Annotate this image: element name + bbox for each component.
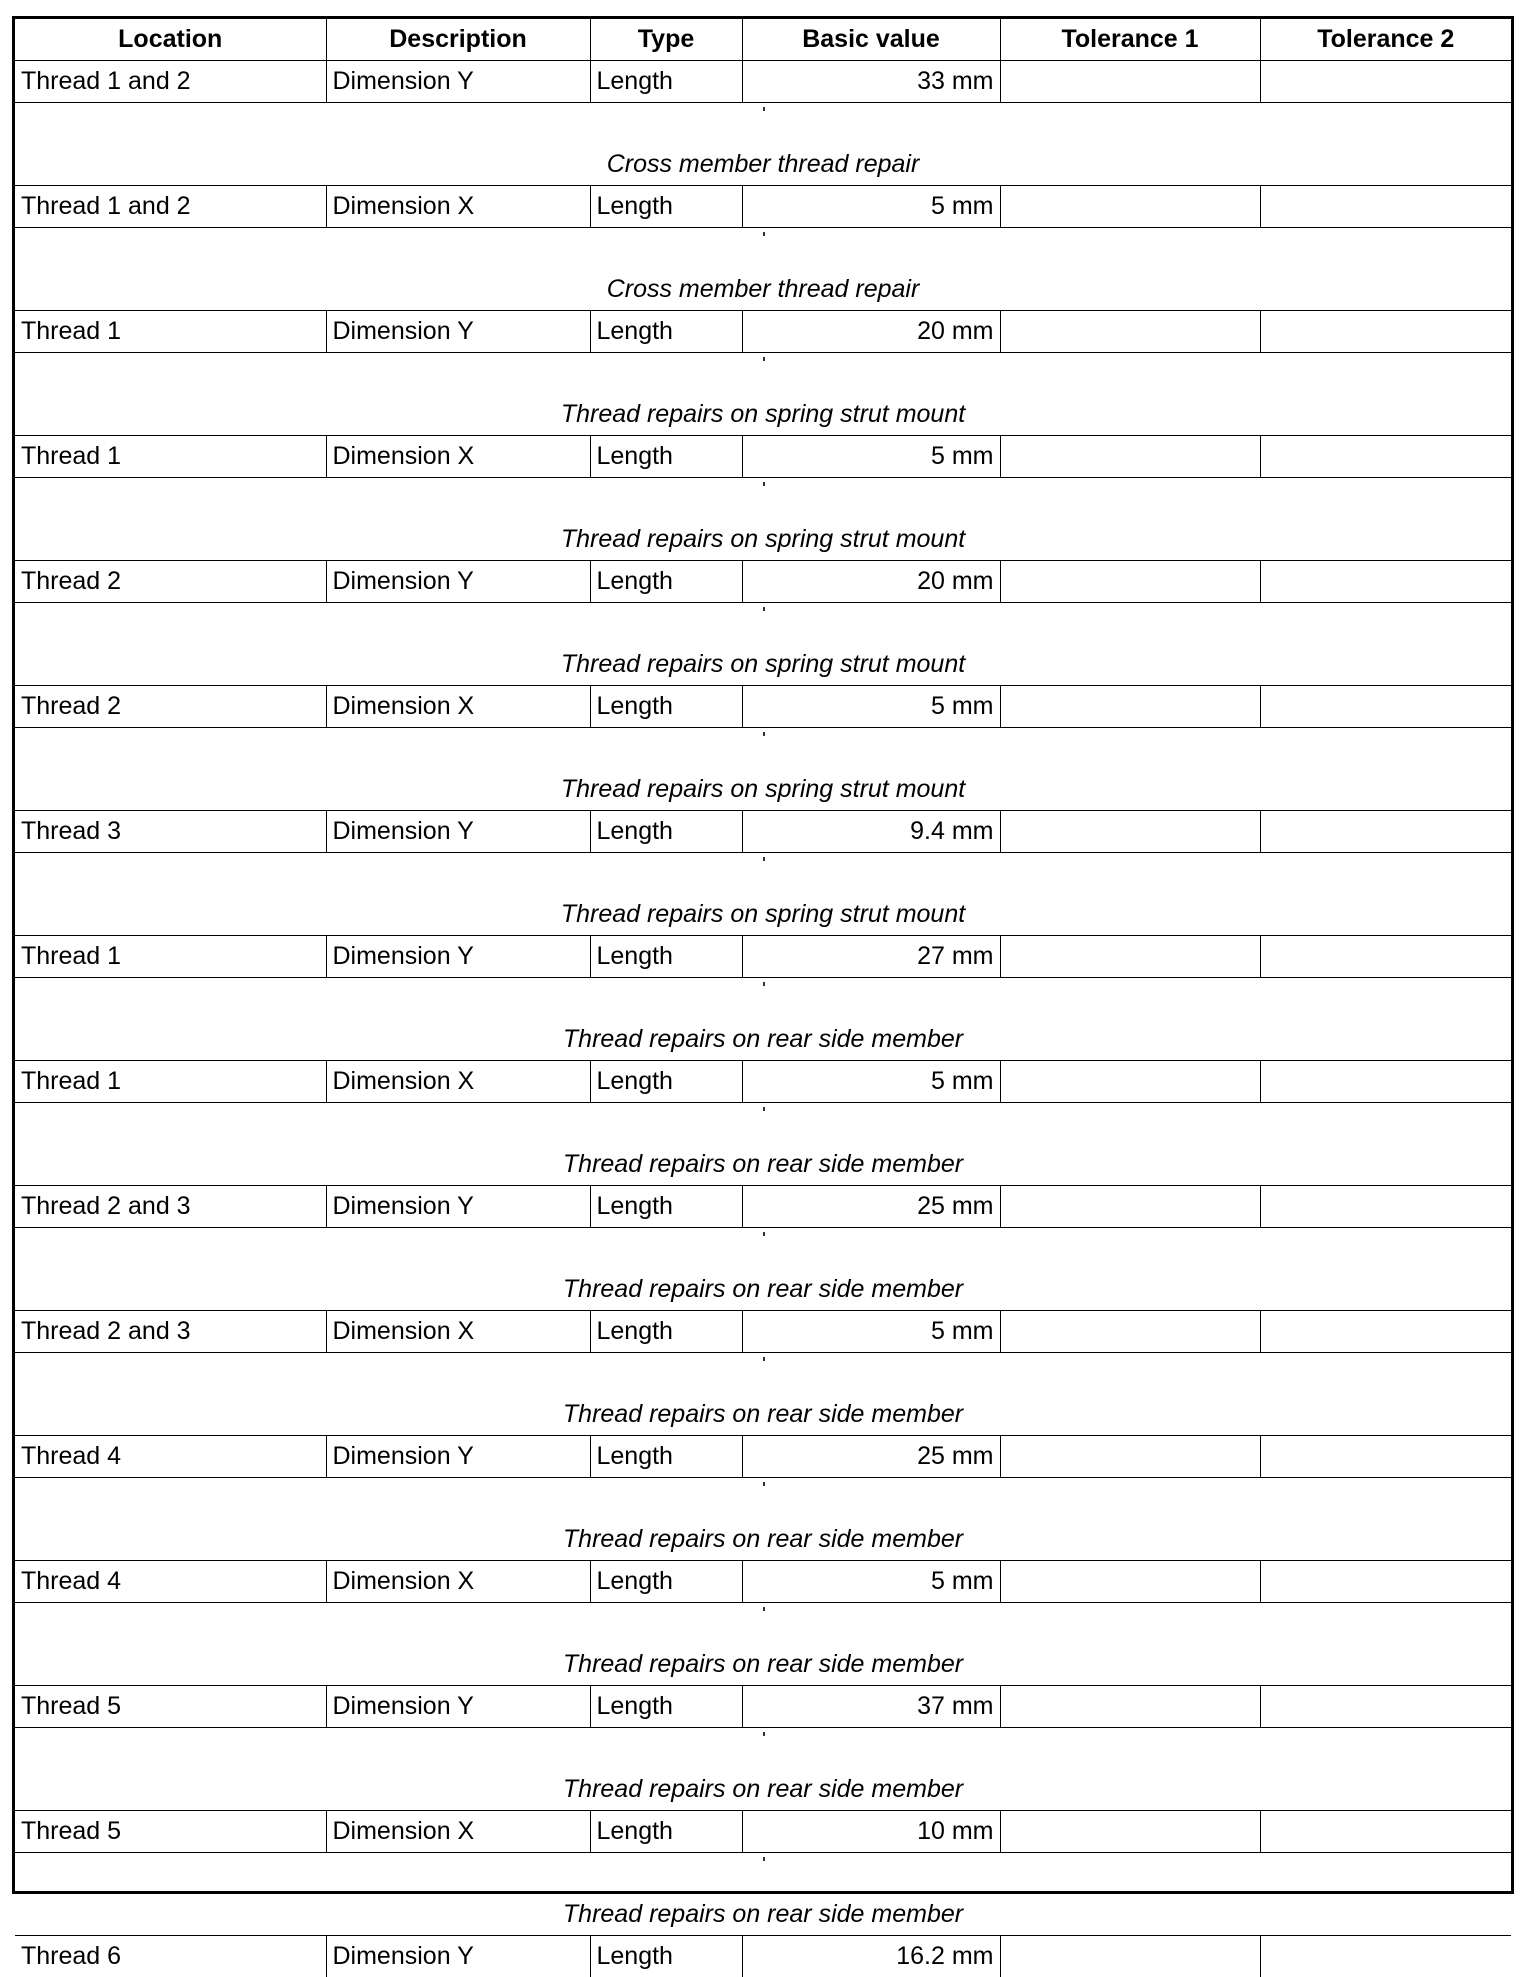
center-tick-mark: [763, 1107, 765, 1111]
cell-description: Dimension Y: [326, 1936, 590, 1977]
cell-basic-value: 9.4 mm: [742, 811, 1000, 853]
note-row: [15, 978, 1511, 1061]
note-cell: [15, 853, 1511, 936]
note-cell: [15, 1103, 1511, 1186]
cell-basic-value: 27 mm: [742, 936, 1000, 978]
cell-basic-value: 33 mm: [742, 61, 1000, 103]
cell-description: Dimension X: [326, 1811, 590, 1853]
cell-type: Length: [590, 436, 742, 478]
cell-type: Length: [590, 1561, 742, 1603]
header-tolerance-1: Tolerance 1: [1000, 19, 1260, 61]
cell-basic-value: 20 mm: [742, 311, 1000, 353]
cell-location: Thread 1: [15, 936, 326, 978]
table-row: [15, 686, 1511, 728]
cell-tolerance-1: [1000, 61, 1260, 103]
note-row: [15, 1478, 1511, 1561]
cell-type: Length: [590, 311, 742, 353]
cell-location: Thread 6: [15, 1936, 326, 1977]
cell-tolerance-1: [1000, 1061, 1260, 1103]
table-row: [15, 1811, 1511, 1853]
note-text: Thread repairs on rear side member: [563, 1275, 963, 1303]
note-row: [15, 353, 1511, 436]
note-text: Thread repairs on spring strut mount: [561, 525, 965, 553]
cell-description: Dimension Y: [326, 1686, 590, 1728]
cell-tolerance-1: [1000, 1561, 1260, 1603]
center-tick-mark: [763, 1857, 765, 1861]
note-row: [15, 1853, 1511, 1936]
cell-basic-value: 25 mm: [742, 1186, 1000, 1228]
cell-tolerance-2: [1260, 1811, 1511, 1853]
cell-basic-value: 5 mm: [742, 436, 1000, 478]
cell-type: Length: [590, 1686, 742, 1728]
cell-tolerance-1: [1000, 1811, 1260, 1853]
header-description: Description: [326, 19, 590, 61]
center-tick-mark: [763, 1232, 765, 1236]
cell-type: Length: [590, 811, 742, 853]
cell-basic-value: 5 mm: [742, 186, 1000, 228]
cell-tolerance-2: [1260, 811, 1511, 853]
table-row: [15, 1061, 1511, 1103]
note-row: [15, 603, 1511, 686]
note-cell: [15, 728, 1511, 811]
cell-description: Dimension X: [326, 1561, 590, 1603]
cell-location: Thread 5: [15, 1811, 326, 1853]
header-basic-value: Basic value: [742, 19, 1000, 61]
cell-location: Thread 2: [15, 561, 326, 603]
cell-tolerance-2: [1260, 686, 1511, 728]
cell-description: Dimension Y: [326, 1186, 590, 1228]
cell-type: Length: [590, 1311, 742, 1353]
cell-basic-value: 5 mm: [742, 1311, 1000, 1353]
cell-basic-value: 5 mm: [742, 1561, 1000, 1603]
cell-type: Length: [590, 1186, 742, 1228]
table-row: [15, 1561, 1511, 1603]
cell-description: Dimension X: [326, 186, 590, 228]
center-tick-mark: [763, 1357, 765, 1361]
cell-basic-value: 10 mm: [742, 1811, 1000, 1853]
note-row: [15, 228, 1511, 311]
table-body: [15, 61, 1511, 1977]
table-row: [15, 1311, 1511, 1353]
note-row: [15, 103, 1511, 186]
center-tick-mark: [763, 607, 765, 611]
table-row: [15, 61, 1511, 103]
center-tick-mark: [763, 1482, 765, 1486]
cell-location: Thread 4: [15, 1561, 326, 1603]
cell-tolerance-2: [1260, 1936, 1511, 1977]
cell-type: Length: [590, 686, 742, 728]
cell-tolerance-1: [1000, 561, 1260, 603]
center-tick-mark: [763, 107, 765, 111]
table-row: [15, 1936, 1511, 1977]
cell-basic-value: 16.2 mm: [742, 1936, 1000, 1977]
cell-tolerance-2: [1260, 1561, 1511, 1603]
cell-type: Length: [590, 1436, 742, 1478]
cell-basic-value: 5 mm: [742, 1061, 1000, 1103]
table-row: [15, 186, 1511, 228]
note-row: [15, 1353, 1511, 1436]
note-text: Thread repairs on rear side member: [563, 1650, 963, 1678]
cell-location: Thread 2 and 3: [15, 1311, 326, 1353]
table-row: [15, 1686, 1511, 1728]
cell-location: Thread 5: [15, 1686, 326, 1728]
cell-location: Thread 4: [15, 1436, 326, 1478]
cell-basic-value: 25 mm: [742, 1436, 1000, 1478]
cell-tolerance-2: [1260, 436, 1511, 478]
note-cell: [15, 353, 1511, 436]
table-row: [15, 1436, 1511, 1478]
cell-basic-value: 20 mm: [742, 561, 1000, 603]
cell-tolerance-1: [1000, 1936, 1260, 1977]
center-tick-mark: [763, 1607, 765, 1611]
note-cell: [15, 1728, 1511, 1811]
cell-basic-value: 5 mm: [742, 686, 1000, 728]
note-cell: [15, 1853, 1511, 1936]
cell-tolerance-1: [1000, 1311, 1260, 1353]
cell-description: Dimension X: [326, 436, 590, 478]
cell-tolerance-2: [1260, 1436, 1511, 1478]
cell-type: Length: [590, 61, 742, 103]
note-text: Thread repairs on rear side member: [563, 1025, 963, 1053]
cell-tolerance-1: [1000, 811, 1260, 853]
center-tick-mark: [763, 357, 765, 361]
cell-description: Dimension Y: [326, 811, 590, 853]
note-row: [15, 853, 1511, 936]
cell-tolerance-2: [1260, 936, 1511, 978]
note-text: Thread repairs on spring strut mount: [561, 775, 965, 803]
note-text: Thread repairs on spring strut mount: [561, 400, 965, 428]
cell-type: Length: [590, 936, 742, 978]
table-row: [15, 311, 1511, 353]
cell-tolerance-2: [1260, 1311, 1511, 1353]
note-cell: [15, 478, 1511, 561]
note-cell: [15, 1603, 1511, 1686]
note-text: Thread repairs on spring strut mount: [561, 900, 965, 928]
cell-tolerance-1: [1000, 1436, 1260, 1478]
note-cell: [15, 228, 1511, 311]
cell-tolerance-2: [1260, 1686, 1511, 1728]
note-text: Thread repairs on rear side member: [563, 1900, 963, 1928]
center-tick-mark: [763, 232, 765, 236]
note-text: Thread repairs on spring strut mount: [561, 650, 965, 678]
table-row: [15, 1186, 1511, 1228]
cell-tolerance-1: [1000, 1686, 1260, 1728]
cell-description: Dimension Y: [326, 311, 590, 353]
header-type: Type: [590, 19, 742, 61]
note-row: [15, 1228, 1511, 1311]
table-row: [15, 436, 1511, 478]
note-cell: [15, 103, 1511, 186]
cell-description: Dimension Y: [326, 936, 590, 978]
note-cell: [15, 978, 1511, 1061]
header-location: Location: [15, 19, 326, 61]
center-tick-mark: [763, 732, 765, 736]
note-cell: [15, 1478, 1511, 1561]
note-row: [15, 728, 1511, 811]
cell-description: Dimension Y: [326, 61, 590, 103]
note-text: Thread repairs on rear side member: [563, 1525, 963, 1553]
tolerance-table: [15, 19, 1511, 1977]
cell-tolerance-2: [1260, 311, 1511, 353]
cell-tolerance-1: [1000, 936, 1260, 978]
note-row: [15, 1728, 1511, 1811]
cell-location: Thread 1 and 2: [15, 61, 326, 103]
note-text: Thread repairs on rear side member: [563, 1400, 963, 1428]
note-row: [15, 1103, 1511, 1186]
table-row: [15, 561, 1511, 603]
cell-location: Thread 1: [15, 436, 326, 478]
header-row: [15, 19, 1511, 61]
cell-tolerance-2: [1260, 1186, 1511, 1228]
cell-tolerance-2: [1260, 561, 1511, 603]
center-tick-mark: [763, 982, 765, 986]
note-cell: [15, 1353, 1511, 1436]
cell-tolerance-1: [1000, 436, 1260, 478]
cell-type: Length: [590, 1811, 742, 1853]
cell-type: Length: [590, 186, 742, 228]
cell-location: Thread 2: [15, 686, 326, 728]
cell-description: Dimension X: [326, 1311, 590, 1353]
note-text: Thread repairs on rear side member: [563, 1150, 963, 1178]
center-tick-mark: [763, 1732, 765, 1736]
note-cell: [15, 603, 1511, 686]
cell-location: Thread 1 and 2: [15, 186, 326, 228]
table-row: [15, 936, 1511, 978]
cell-basic-value: 37 mm: [742, 1686, 1000, 1728]
cell-location: Thread 3: [15, 811, 326, 853]
cell-tolerance-1: [1000, 311, 1260, 353]
cell-type: Length: [590, 561, 742, 603]
cell-description: Dimension Y: [326, 561, 590, 603]
cell-type: Length: [590, 1061, 742, 1103]
spec-sheet: [12, 16, 1514, 1894]
cell-tolerance-2: [1260, 1061, 1511, 1103]
center-tick-mark: [763, 857, 765, 861]
cell-description: Dimension Y: [326, 1436, 590, 1478]
note-text: Cross member thread repair: [607, 150, 920, 178]
cell-location: Thread 1: [15, 311, 326, 353]
cell-tolerance-1: [1000, 186, 1260, 228]
cell-tolerance-1: [1000, 686, 1260, 728]
cell-description: Dimension X: [326, 1061, 590, 1103]
header-tolerance-2: Tolerance 2: [1260, 19, 1511, 61]
cell-tolerance-1: [1000, 1186, 1260, 1228]
cell-description: Dimension X: [326, 686, 590, 728]
center-tick-mark: [763, 482, 765, 486]
note-row: [15, 478, 1511, 561]
note-row: [15, 1603, 1511, 1686]
cell-tolerance-2: [1260, 186, 1511, 228]
table-row: [15, 811, 1511, 853]
cell-location: Thread 2 and 3: [15, 1186, 326, 1228]
note-text: Cross member thread repair: [607, 275, 920, 303]
cell-type: Length: [590, 1936, 742, 1977]
note-cell: [15, 1228, 1511, 1311]
cell-tolerance-2: [1260, 61, 1511, 103]
cell-location: Thread 1: [15, 1061, 326, 1103]
note-text: Thread repairs on rear side member: [563, 1775, 963, 1803]
